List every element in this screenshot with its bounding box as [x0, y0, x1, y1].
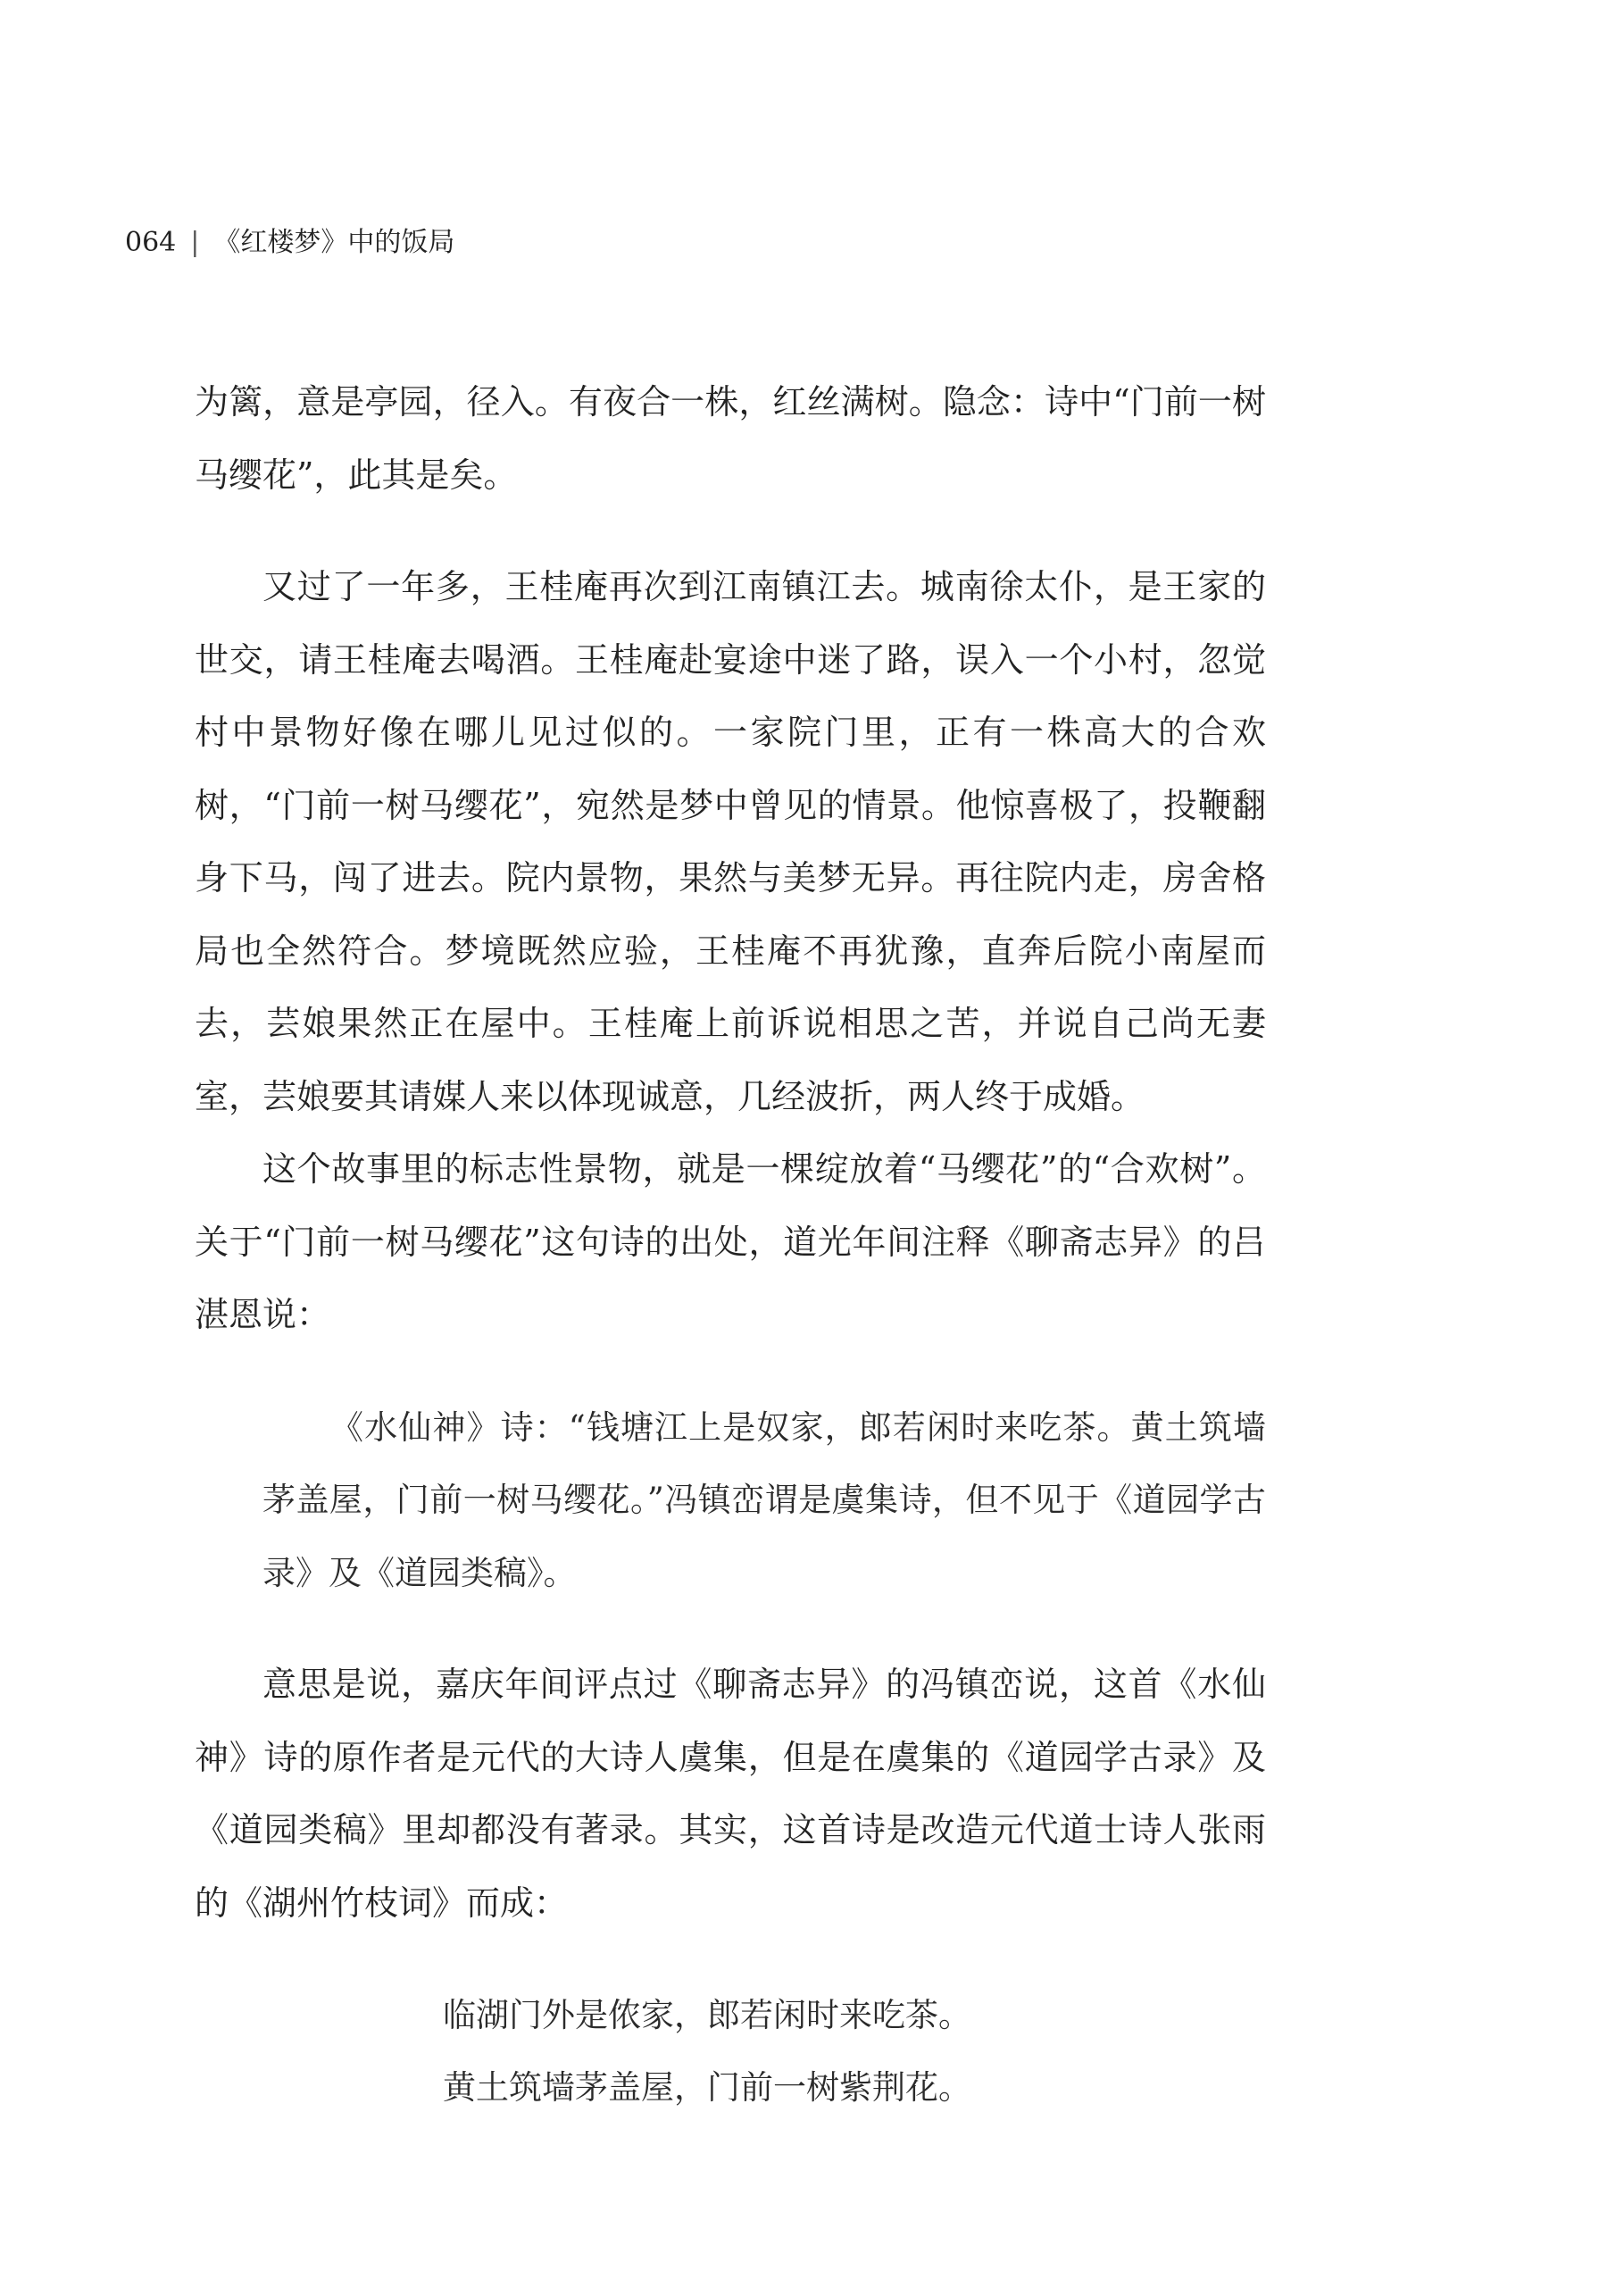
poem-block	[443, 1979, 1266, 2124]
page-number: 064	[125, 227, 177, 258]
book-title: 《红楼梦》中的饭局	[213, 227, 455, 258]
block-quote	[262, 1391, 1266, 1610]
paragraph-explanation: 意思是说，嘉庆年间评点过《聊斋志异》的冯镇峦说，这首《水仙神》诗的原作者是元代的大诗人虞集，但是在虞集的《道园学古录》及《道园类稿》里却都没有著录。其实，这首诗是改造元代道士诗人张雨的《湖州竹枝词》而成：	[195, 1665, 1266, 1923]
paragraph-quote-continuation: 为篱，意是亭园，径入。有夜合一株，红丝满树。隐念：诗中“门前一树马缨花”，此其是矣。	[195, 382, 1266, 495]
paragraph-story: 又过了一年多，王桂庵再次到江南镇江去。城南徐太仆，是王家的世交，请王桂庵去喝酒。王桂庵赴宴途中迷了路，误入一个小村，忽觉村中景物好像在哪儿见过似的。一家院门里，正有一株高大的合欢树，“门前一树马缨花”，宛然是梦中曾见的情景。他惊喜极了，投鞭翻身下马，闯了进去。院内景物，果然与美梦无异。再往院内走，房舍格局也全然符合。梦境既然应验，王桂庵不再犹豫，直奔后院小南屋而去，芸娘果然正在屋中。王桂庵上前诉说相思之苦，并说自己尚无妻室，芸娘要其请媒人来以体现诚意，几经波折，两人终于成婚。	[195, 567, 1266, 1116]
block-quote-text: 《水仙神》诗：“钱塘江上是奴家，郎若闲时来吃茶。黄土筑墙茅盖屋，门前一树马缨花。”冯镇峦谓是虞集诗，但不见于《道园学古录》及《道园类稿》。	[262, 1407, 1266, 1592]
spacer	[195, 1352, 1266, 1391]
poem-line: 黄土筑墙茅盖屋，门前一树紫荆花。	[443, 2068, 971, 2107]
running-head	[125, 225, 454, 261]
spacer	[195, 512, 1266, 551]
spacer	[195, 1609, 1266, 1649]
poem-line: 临湖门外是侬家，郎若闲时来吃茶。	[443, 1996, 971, 2034]
body-text	[195, 366, 1266, 2124]
paragraph-tree-origin: 这个故事里的标志性景物，就是一棵绽放着“马缨花”的“合欢树”。关于“门前一树马缨花”这句诗的出处，道光年间注释《聊斋志异》的吕湛恩说：	[195, 1149, 1266, 1334]
header-separator: |	[190, 227, 200, 258]
spacer	[195, 1940, 1266, 1979]
